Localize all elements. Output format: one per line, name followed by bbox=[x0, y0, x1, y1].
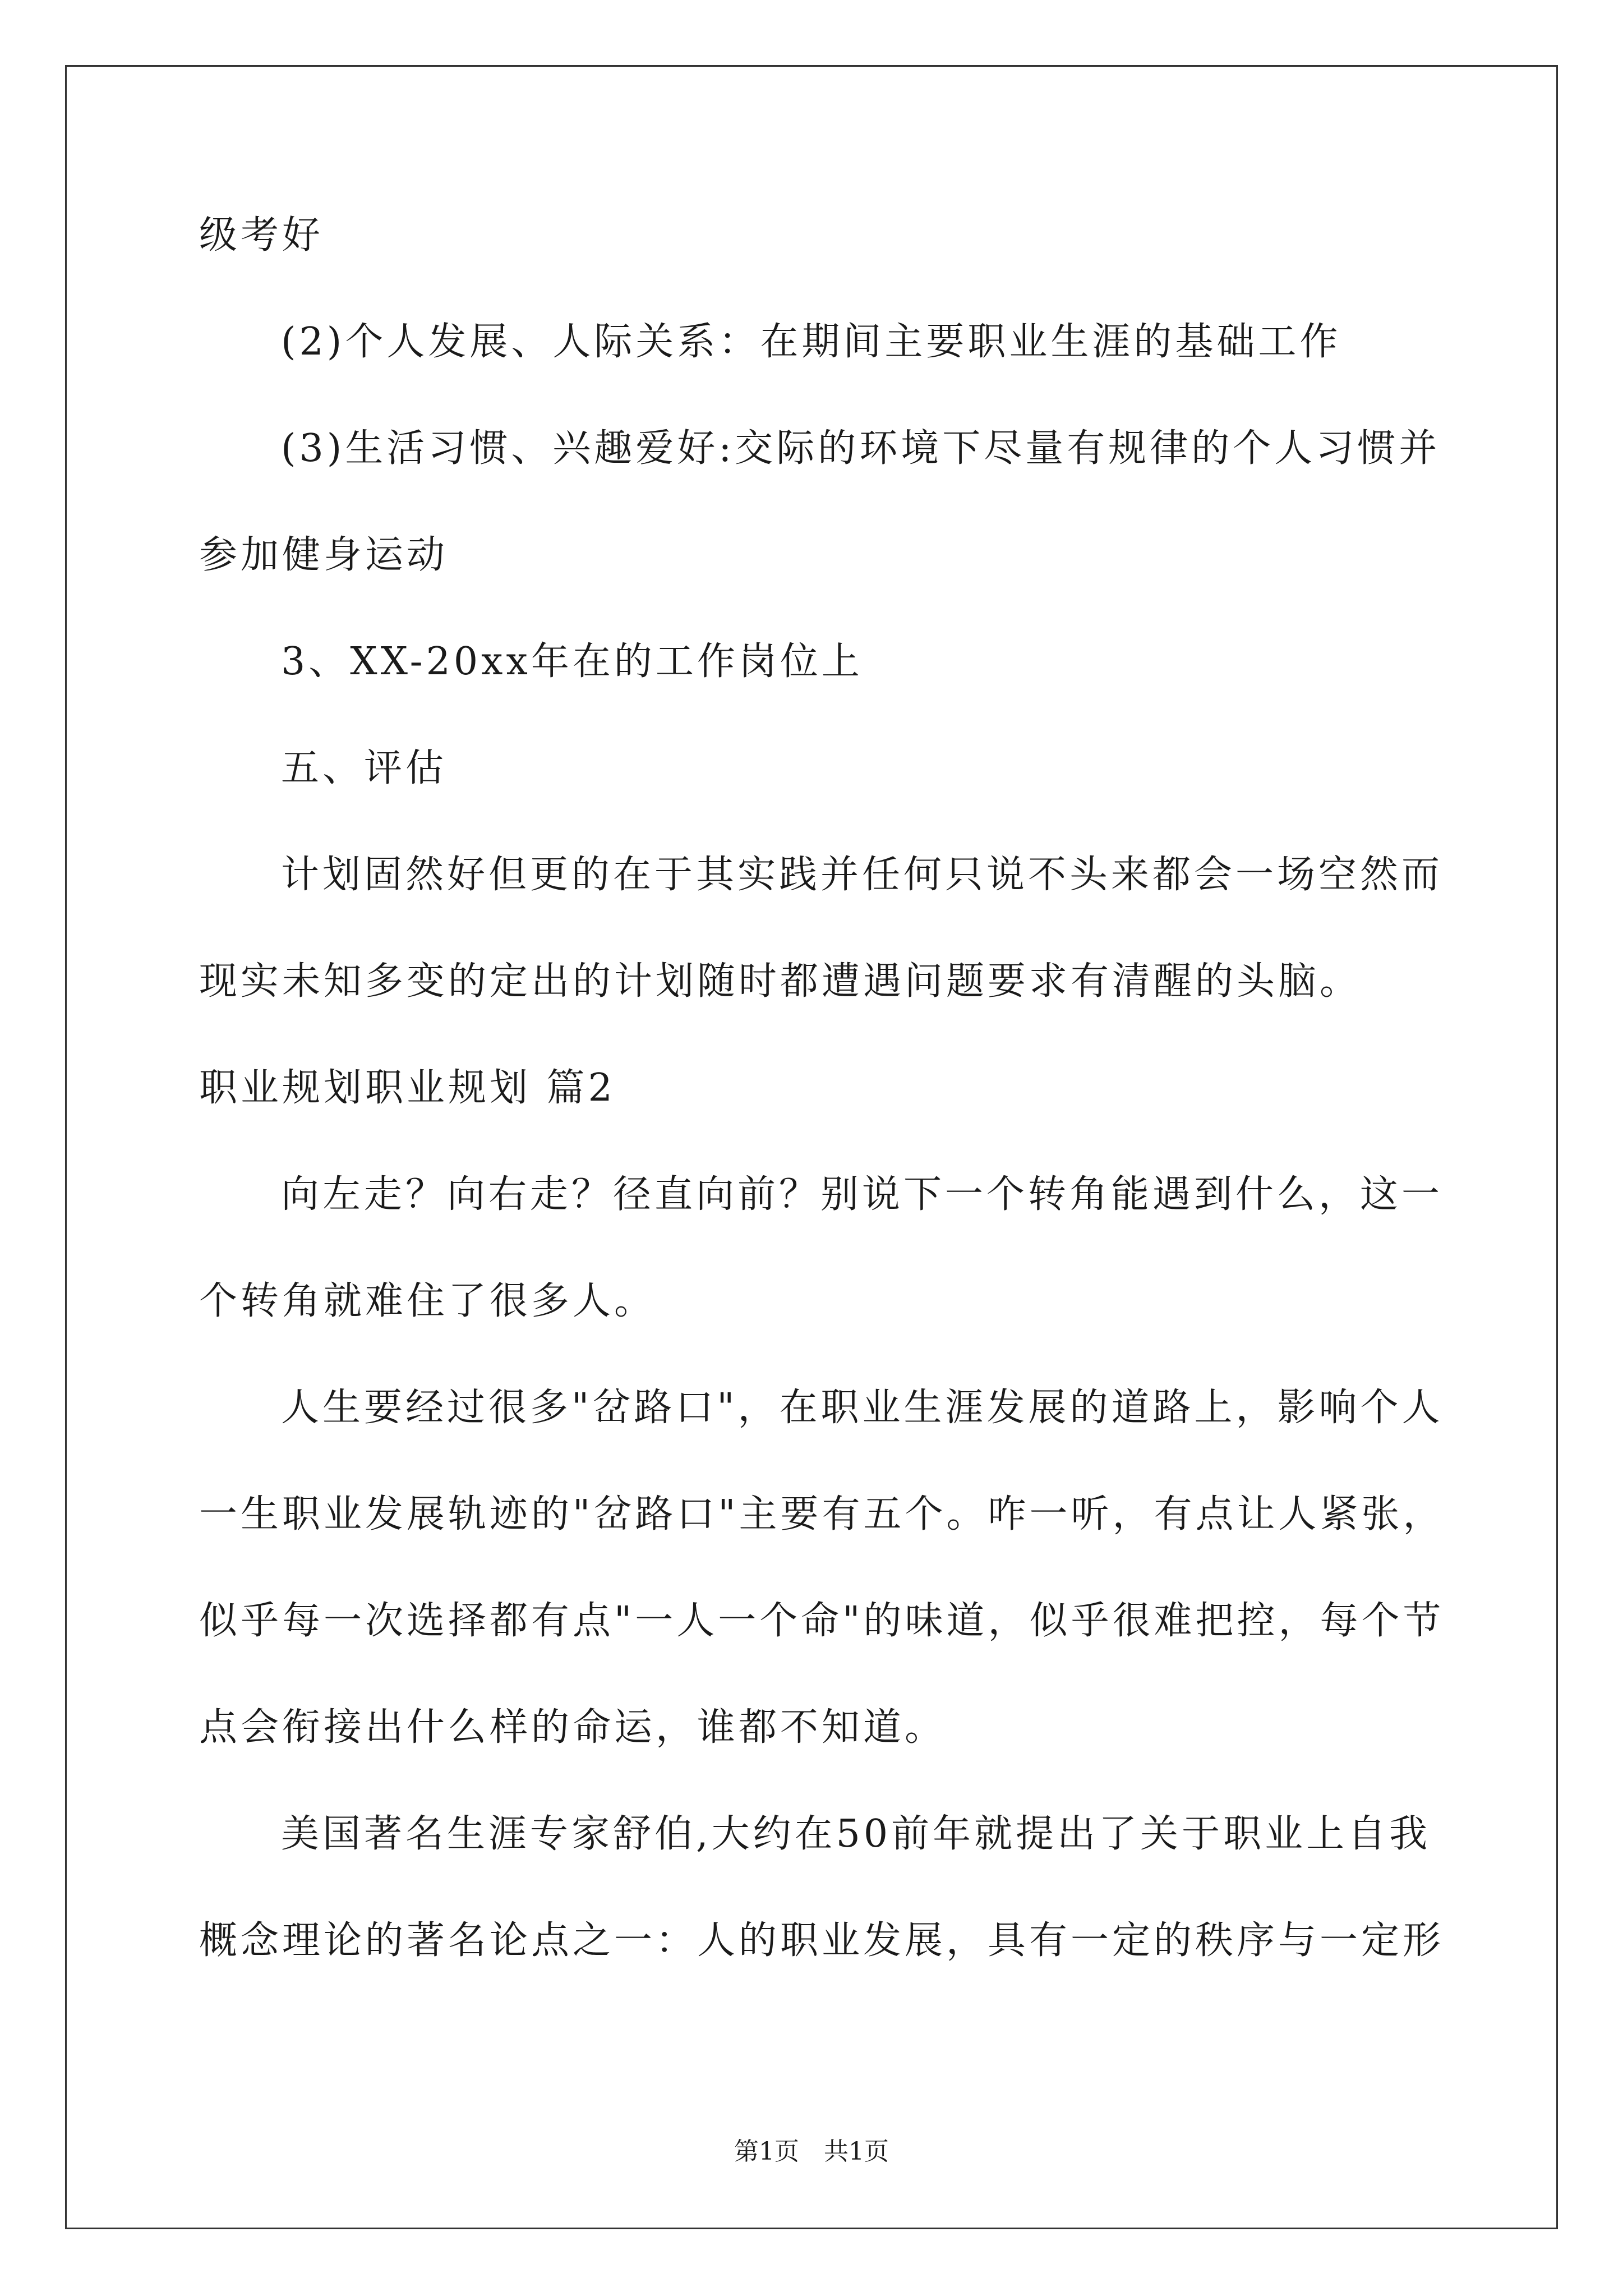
text-line-14: 似乎每一次选择都有点"一人一个命"的味道，似乎很难把控，每个节 bbox=[199, 1599, 1445, 1643]
text-line-2: (2)个人发展、人际关系：在期间主要职业生涯的基础工作 bbox=[281, 320, 1341, 364]
text-line-12: 人生要经过很多"岔路口"，在职业生涯发展的道路上，影响个人 bbox=[281, 1386, 1444, 1430]
article-title: 职业规划职业规划 篇2 bbox=[199, 1066, 616, 1110]
text-line-15: 点会衔接出什么样的命运，谁都不知道。 bbox=[199, 1705, 947, 1750]
text-line-11: 个转角就难住了很多人。 bbox=[199, 1279, 656, 1323]
text-line-16: 美国著名生涯专家舒伯,大约在50前年就提出了关于职业上自我 bbox=[281, 1812, 1431, 1856]
text-line-13: 一生职业发展轨迹的"岔路口"主要有五个。咋一听，有点让人紧张， bbox=[199, 1492, 1445, 1536]
text-line-4: 参加健身运动 bbox=[199, 533, 449, 577]
text-line-3: (3)生活习惯、兴趣爱好:交际的环境下尽量有规律的个人习惯并 bbox=[281, 426, 1441, 471]
text-line-5: 3、XX-20xx年在的工作岗位上 bbox=[281, 639, 863, 684]
text-line-1: 级考好 bbox=[199, 213, 324, 257]
text-line-8: 现实未知多变的定出的计划随时都遭遇问题要求有清醒的头脑。 bbox=[199, 959, 1362, 1004]
text-line-7: 计划固然好但更的在于其实践并任何只说不头来都会一场空然而 bbox=[281, 853, 1444, 897]
text-line-10: 向左走？向右走？径直向前？别说下一个转角能遇到什么，这一 bbox=[281, 1172, 1444, 1217]
section-heading-evaluation: 五、评估 bbox=[281, 746, 448, 790]
page-number-footer: 第1页 共1页 bbox=[734, 2137, 889, 2166]
text-line-17: 概念理论的著名论点之一：人的职业发展，具有一定的秩序与一定形 bbox=[199, 1918, 1445, 1963]
page-border bbox=[65, 65, 1558, 2229]
